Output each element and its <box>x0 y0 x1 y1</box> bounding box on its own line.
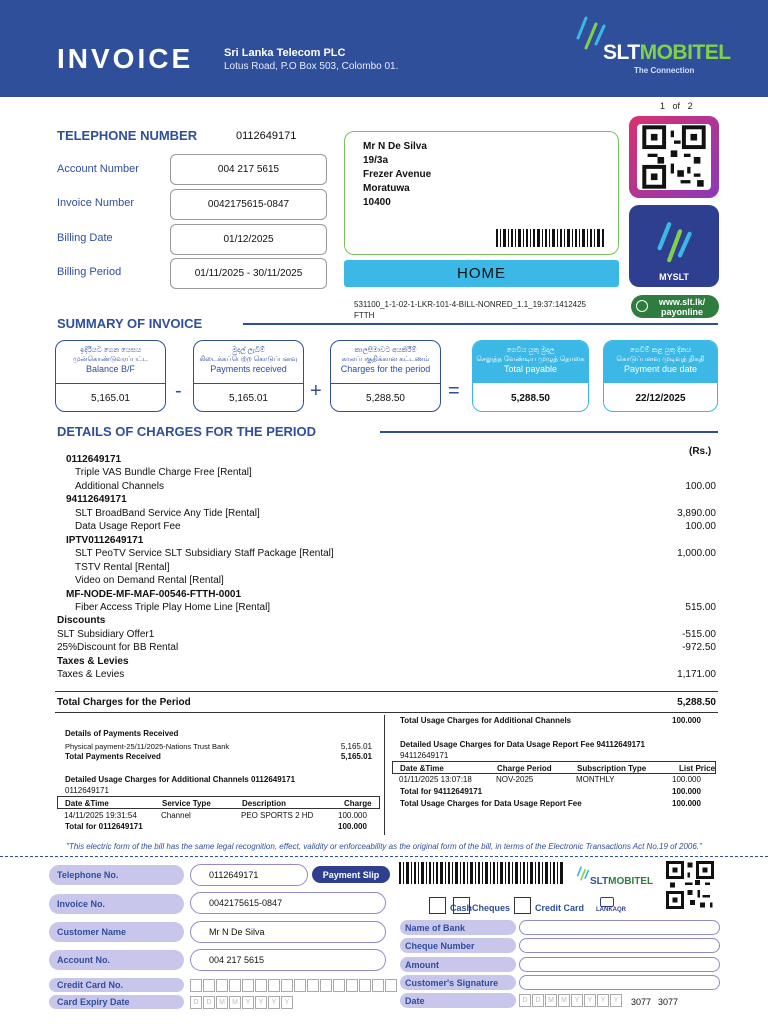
list-item <box>0 535 768 549</box>
address-line: Moratuwa <box>363 183 410 194</box>
col-charge: Charge <box>344 799 372 808</box>
charge-description: 25%Discount for BB Rental <box>57 642 179 654</box>
digit-box: Y <box>268 996 280 1009</box>
payments-total-label: Total Payments Received <box>65 752 161 761</box>
charge-amount: -515.00 <box>682 628 716 640</box>
lankaqr-label: LANKAQR <box>596 907 626 913</box>
minus-operator: - <box>175 380 182 402</box>
telephone-label: TELEPHONE NUMBER <box>57 128 198 143</box>
reference-line <box>354 299 586 321</box>
address-line: 19/3a <box>363 155 389 166</box>
cell-subscription-type: MONTHLY <box>576 775 615 784</box>
list-item <box>0 467 768 481</box>
list-item <box>0 642 768 656</box>
date-input[interactable] <box>519 994 623 1007</box>
add-channels-total-label: Total for 0112649171 <box>65 822 143 831</box>
charge-description: IPTV0112649171 <box>66 534 144 546</box>
equals-operator: = <box>448 380 460 402</box>
charge-amount: 1,000.00 <box>677 548 716 560</box>
list-item <box>0 629 768 643</box>
payment-slip-badge: Payment Slip <box>312 866 390 883</box>
data-usage-table-header <box>392 761 716 774</box>
data-usage-grand-label: Total Usage Charges for Data Usage Report Fee <box>400 799 582 808</box>
card-sinhala: ගෙවීම් කළ යුතු දිනය <box>629 347 692 354</box>
card-value: 5,288.50 <box>331 383 440 412</box>
total-charges-label: Total Charges for the Period <box>57 697 191 708</box>
billing-date-label: Billing Date <box>57 232 113 244</box>
amount-input[interactable] <box>519 957 720 972</box>
table-row <box>57 811 380 821</box>
digit-box: Y <box>571 994 583 1007</box>
charge-description: Additional Channels <box>75 480 164 492</box>
charge-description: SLT BroadBand Service Any Tide [Rental] <box>75 507 260 519</box>
slip-barcode-icon <box>399 862 563 884</box>
myslt-label: MYSLT <box>659 272 689 282</box>
charge-description: Taxes & Levies <box>57 655 129 667</box>
signature-input[interactable] <box>519 975 720 990</box>
charge-amount: 100.00 <box>685 480 716 492</box>
pay-online-path: payonline <box>660 307 703 317</box>
cell-date: 01/11/2025 13:07:18 <box>399 775 472 784</box>
signature-label: Customer's Signature <box>400 975 516 990</box>
globe-icon <box>636 300 648 312</box>
total-add-channels-label: Total Usage Charges for Additional Channels <box>400 716 572 725</box>
pay-online-url: www.slt.lk/ <box>658 297 706 307</box>
data-usage-total-label: Total for 94112649171 <box>400 787 483 796</box>
payments-title: Details of Payments Received <box>65 729 179 738</box>
card-expiry-label: Card Expiry Date <box>49 995 184 1009</box>
lankaqr-icon <box>600 897 614 907</box>
slt-mobitel-logo <box>603 41 731 65</box>
card-tamil: காலப்பகுதிக்கான கட்டணம் <box>341 356 430 363</box>
card-value: 22/12/2025 <box>635 392 686 404</box>
page-indicator <box>660 101 693 111</box>
digit-box: D <box>519 994 531 1007</box>
digit-box: Y <box>610 994 622 1007</box>
payment-line: Physical payment-25/11/2025-Nations Trust Bank <box>65 742 230 751</box>
invoice-title: INVOICE <box>57 43 194 74</box>
charge-description: 0112649171 <box>66 454 122 465</box>
card-tamil: கிடைக்கப்பெற்ற கொடுப்பனவு <box>199 356 298 363</box>
slip-account-field: 004 217 5615 <box>190 949 386 971</box>
charge-amount: 1,171.00 <box>677 669 716 681</box>
data-usage-total-value: 100.000 <box>672 787 701 796</box>
col-charge-period: Charge Period <box>497 764 552 773</box>
credit-card-label: Credit Card No. <box>49 978 184 992</box>
add-channels-table-header <box>57 796 380 809</box>
charge-amount: 3,890.00 <box>677 507 716 519</box>
card-value: 5,288.50 <box>511 392 550 404</box>
add-channels-total-value: 100.000 <box>338 822 367 831</box>
table-row <box>392 775 716 785</box>
digit-box: Y <box>242 996 254 1009</box>
data-usage-grand-value: 100.000 <box>672 799 701 808</box>
list-item <box>0 602 768 616</box>
summary-card-charges <box>330 340 441 412</box>
list-item <box>0 656 768 670</box>
list-item <box>0 494 768 508</box>
details-divider <box>380 431 718 433</box>
cheque-number-input[interactable] <box>519 938 720 953</box>
billing-period-field: 01/11/2025 - 30/11/2025 <box>170 258 327 289</box>
charge-description: Discounts <box>57 615 106 627</box>
credit-card-input[interactable] <box>190 979 398 992</box>
charge-description: Data Usage Report Fee <box>75 521 181 533</box>
cheques-label: Cheques <box>472 903 511 913</box>
summary-card-payments <box>193 340 304 412</box>
col-description: Description <box>242 799 287 808</box>
legal-notice: "This electric form of the bill has the same legal recognition, effect, validity or enforceability as the original form of the bill, in terms of the Electronic Transactions Act No.19 of 2006." <box>66 842 702 851</box>
col-date: Date &Time <box>400 764 444 773</box>
date-label: Date <box>400 993 516 1008</box>
cell-list-price: 100.000 <box>672 775 701 784</box>
add-channels-title: Detailed Usage Charges for Additional Channels 0112649171 <box>65 775 296 784</box>
logo-slt-text: SLT <box>603 41 640 64</box>
charge-description: Fiber Access Triple Play Home Line [Rental] <box>75 601 271 613</box>
credit-card-checkbox-label: Credit Card <box>535 903 585 913</box>
charge-description: MF-NODE-MF-MAF-00546-FTTH-0001 <box>66 588 242 600</box>
account-number-label: Account Number <box>57 163 139 175</box>
total-add-channels-value: 100.000 <box>672 716 701 725</box>
card-english: Payment due date <box>623 364 698 374</box>
slip-invoice-field: 0042175615-0847 <box>190 892 386 914</box>
logo-mobitel-text: MOBITEL <box>639 41 731 64</box>
digit-box: M <box>229 996 241 1009</box>
column-divider <box>384 715 385 835</box>
invoice-number-field: 0042175615-0847 <box>170 189 327 220</box>
credit-card-checkbox[interactable] <box>514 897 531 914</box>
digit-box: D <box>203 996 215 1009</box>
slip-customer-field: Mr N De Silva <box>190 921 386 943</box>
charge-description: TSTV Rental [Rental] <box>75 561 170 573</box>
reference-code: 531100_1-1-02-1-LKR-101-4-BILL-NONRED_1.1_19:37:1412425 <box>354 300 586 309</box>
details-title: DETAILS OF CHARGES FOR THE PERIOD <box>57 424 317 439</box>
card-english: Total payable <box>503 364 558 374</box>
card-value: 5,165.01 <box>194 383 303 412</box>
cell-service-type: Channel <box>161 811 191 820</box>
cheque-number-label: Cheque Number <box>400 938 516 953</box>
card-tamil: செலுத்த வேண்டிய முழுத் தொகை <box>476 356 585 363</box>
card-sinhala: මුදල් ලැබීම් <box>232 347 265 354</box>
cash-label: Cash <box>450 903 473 913</box>
list-item <box>0 589 768 603</box>
reference-service: FTTH <box>354 311 375 320</box>
summary-title: SUMMARY OF INVOICE <box>57 316 203 331</box>
page-total: 2 <box>687 101 693 111</box>
card-sinhala: ගෙවිය යුතු මුදල <box>506 347 555 354</box>
qr-pattern-icon <box>637 124 711 190</box>
myslt-logo-icon <box>653 217 695 265</box>
address-barcode-icon <box>496 229 606 247</box>
charge-description: SLT PeoTV Service SLT Subsidiary Staff Package [Rental] <box>75 548 334 560</box>
cell-charge: 100.000 <box>338 811 367 820</box>
total-rule-top <box>55 691 718 692</box>
digit-box: M <box>558 994 570 1007</box>
total-rule-bottom <box>55 712 718 713</box>
page-of: of <box>672 101 681 111</box>
billing-period-label: Billing Period <box>57 266 122 278</box>
slip-qr-code-icon <box>664 860 716 910</box>
cut-line <box>0 856 768 857</box>
summary-divider <box>243 323 718 325</box>
digit-box: Y <box>281 996 293 1009</box>
list-item <box>0 548 768 562</box>
cell-date: 14/11/2025 19:31:54 <box>64 811 137 820</box>
digit-box: M <box>545 994 557 1007</box>
charge-amount: 515.00 <box>685 601 716 613</box>
telephone-value: 0112649171 <box>236 130 297 142</box>
card-sinhala: කාලසීමාවට අයකිරීම් <box>354 347 417 354</box>
digit-box: Y <box>584 994 596 1007</box>
company-address: Lotus Road, P.O Box 503, Colombo 01. <box>224 61 399 72</box>
list-item <box>0 669 768 683</box>
cheques-checkbox[interactable] <box>453 897 470 914</box>
digit-box: M <box>216 996 228 1009</box>
logo-tagline: The Connection <box>634 66 695 75</box>
col-list-price: List Price <box>679 764 716 773</box>
list-item <box>0 521 768 535</box>
list-item <box>0 575 768 589</box>
charge-description: Video on Demand Rental [Rental] <box>75 575 224 587</box>
bank-name-input[interactable] <box>519 920 720 935</box>
payment-line-amount: 5,165.01 <box>340 742 372 751</box>
summary-card-due-date <box>603 340 718 412</box>
company-name: Sri Lanka Telecom PLC <box>224 47 346 59</box>
card-tamil: கொடுப்பனவு முடிவுத் திகதி <box>616 356 705 363</box>
charge-amount: 100.00 <box>685 521 716 533</box>
service-type-badge: HOME <box>344 260 619 287</box>
payments-total-value: 5,165.01 <box>340 752 372 761</box>
digit-box: D <box>532 994 544 1007</box>
qr-code-icon[interactable] <box>629 116 719 198</box>
summary-card-balance <box>55 340 166 412</box>
slip-invoice-label: Invoice No. <box>49 894 184 914</box>
slip-logo-slt: SLT <box>590 876 609 887</box>
summary-card-total <box>472 340 589 412</box>
currency-label: (Rs.) <box>689 446 712 457</box>
card-expiry-input[interactable] <box>190 996 294 1009</box>
data-usage-title: Detailed Usage Charges for Data Usage Report Fee 94112649171 <box>400 740 646 749</box>
col-subscription-type: Subscription Type <box>577 764 647 773</box>
slip-logo-mobitel: MOBITEL <box>608 876 654 887</box>
charge-description: Taxes & Levies <box>57 669 125 681</box>
list-item <box>0 562 768 576</box>
digit-box: D <box>190 996 202 1009</box>
address-line: 10400 <box>363 197 391 208</box>
cell-charge-period: NOV-2025 <box>496 775 534 784</box>
charge-amount: -972.50 <box>682 642 716 654</box>
card-value: 5,165.01 <box>56 383 165 412</box>
digit-box: Y <box>597 994 609 1007</box>
slip-telephone-label: Telephone No. <box>49 865 184 885</box>
slip-account-label: Account No. <box>49 950 184 970</box>
amount-label: Amount <box>400 957 516 972</box>
invoice-number-label: Invoice Number <box>57 197 135 209</box>
charge-description: 94112649171 <box>66 494 127 506</box>
digit-box: Y <box>255 996 267 1009</box>
bank-name-label: Name of Bank <box>400 920 516 935</box>
data-usage-number: 94112649171 <box>400 751 449 760</box>
slip-logo <box>590 876 653 887</box>
cell-description: PEO SPORTS 2 HD <box>241 811 314 820</box>
account-number-field: 004 217 5615 <box>170 154 327 185</box>
card-english: Balance B/F <box>85 364 136 374</box>
slip-code: 3077 <box>631 997 652 1007</box>
card-english: Charges for the period <box>340 364 431 374</box>
charge-description: Triple VAS Bundle Charge Free [Rental] <box>75 467 252 479</box>
col-date: Date &Time <box>65 799 109 808</box>
cash-checkbox[interactable] <box>429 897 446 914</box>
slip-telephone-field: 0112649171 <box>190 864 308 886</box>
charge-description: SLT Subsidiary Offer1 <box>57 628 155 640</box>
card-english: Payments received <box>210 364 287 374</box>
card-sinhala: ඉදිරියට ගෙන යෙසය <box>80 347 141 354</box>
list-item <box>0 481 768 495</box>
total-charges-value: 5,288.50 <box>677 697 716 708</box>
address-line: Frezer Avenue <box>363 169 432 180</box>
slip-customer-label: Customer Name <box>49 922 184 942</box>
billing-date-field: 01/12/2025 <box>170 224 327 255</box>
slip-code-repeat: 3077 <box>658 997 679 1007</box>
card-tamil: முன்கொண்டுவரப்பட்ட <box>72 356 149 363</box>
list-item <box>0 615 768 629</box>
col-service-type: Service Type <box>162 799 211 808</box>
plus-operator: + <box>310 380 322 402</box>
add-channels-number: 0112649171 <box>65 786 109 795</box>
address-line: Mr N De Silva <box>363 141 427 152</box>
page-current: 1 <box>660 101 666 111</box>
list-item <box>0 508 768 522</box>
list-item <box>0 454 768 468</box>
slip-slt-logo-icon <box>576 865 590 883</box>
